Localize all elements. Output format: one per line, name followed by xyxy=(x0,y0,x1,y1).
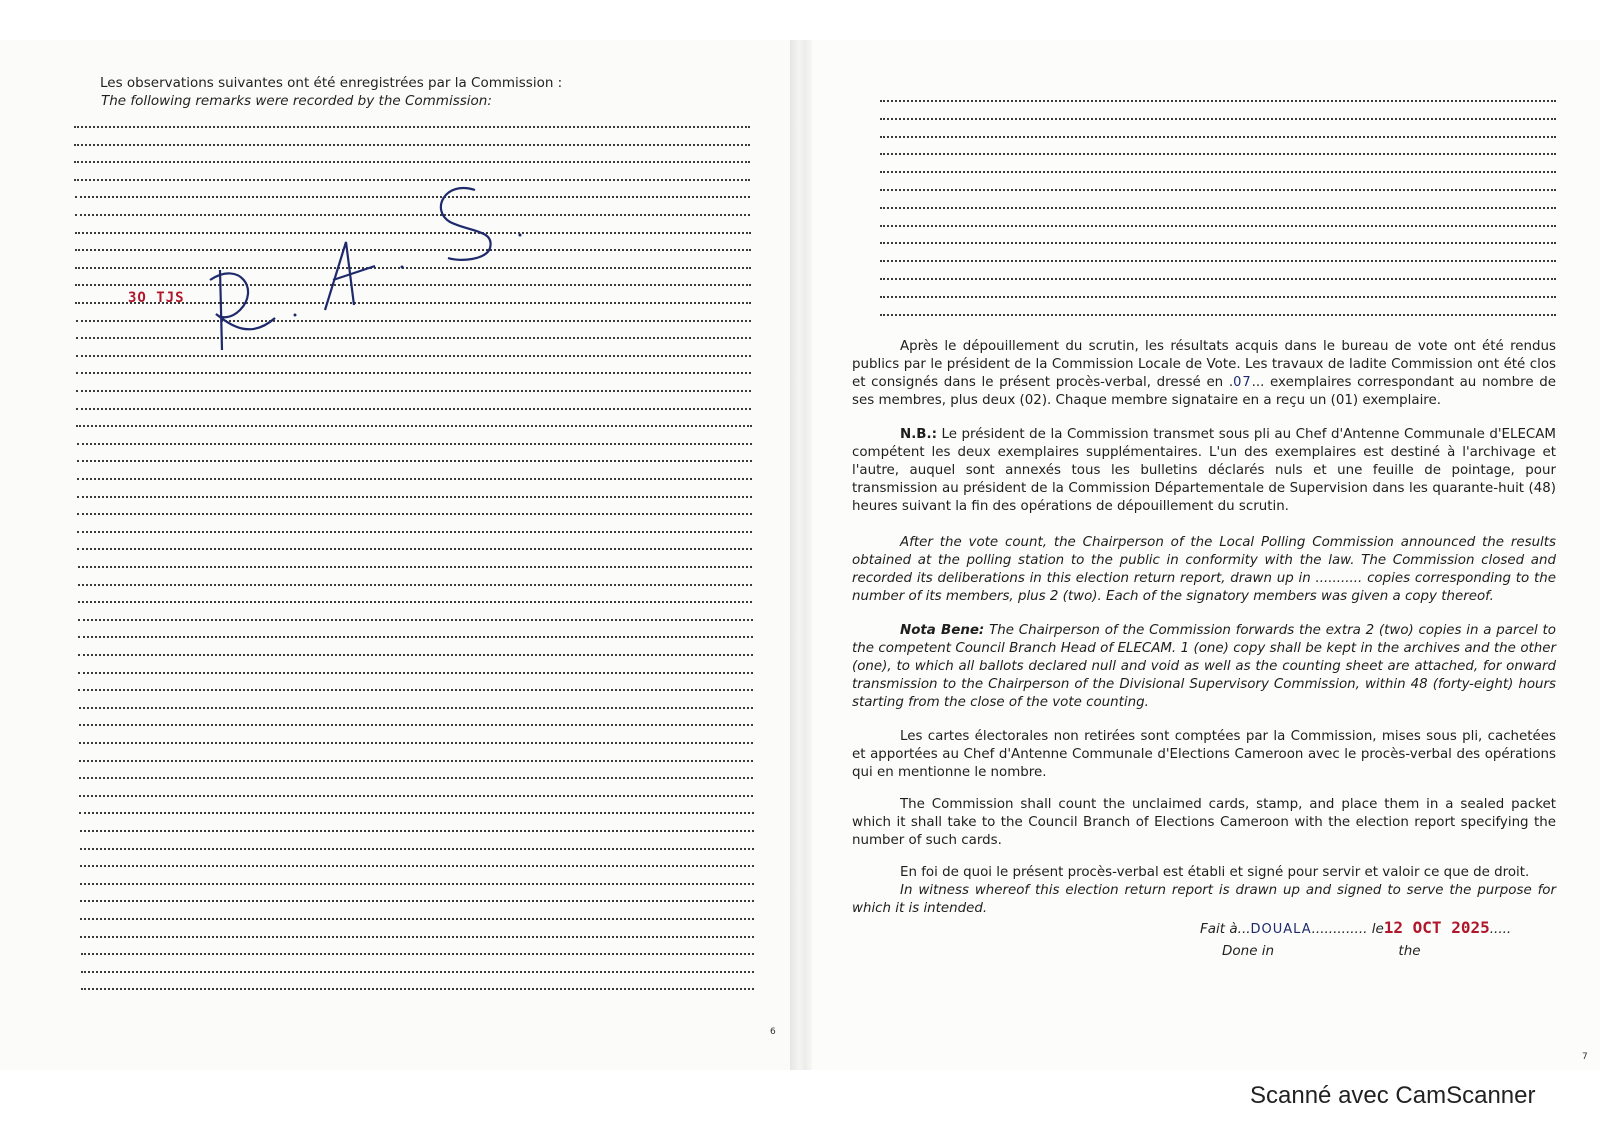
le-label: le xyxy=(1371,921,1384,937)
witness-text-fr: En foi de quoi le présent procès-verbal est établi et signé pour servir et valoir ce que de droit. xyxy=(900,865,1530,880)
dotted-line xyxy=(77,478,752,480)
dotted-line xyxy=(78,601,753,603)
date-stamp: 12 OCT 2025 xyxy=(1383,918,1490,937)
dotted-line xyxy=(880,136,1556,138)
observations-header xyxy=(100,74,562,110)
dotted-line xyxy=(880,296,1556,298)
dotted-line xyxy=(880,171,1556,173)
nb-paragraph-en xyxy=(852,622,1556,712)
dotted-line xyxy=(80,883,754,885)
book-gutter xyxy=(790,40,812,1070)
dotted-line xyxy=(77,531,752,533)
results-paragraph-en xyxy=(852,534,1556,606)
dotted-line xyxy=(880,225,1556,227)
place-date-row: Fait à...DOUALA............. le12 OCT 2025..... Done in the xyxy=(1200,918,1512,959)
fait-a-label: Fait à xyxy=(1200,921,1238,937)
page-number-left: 6 xyxy=(770,1027,776,1037)
dotted-line xyxy=(79,724,753,726)
dotted-line xyxy=(77,496,752,498)
page-number-right: 7 xyxy=(1582,1052,1588,1062)
dotted-line xyxy=(76,372,751,374)
dotted-line xyxy=(78,672,752,674)
dotted-line xyxy=(880,118,1556,120)
place-handwritten: DOUALA xyxy=(1250,922,1312,937)
results-text-before: Après le dépouillement du scrutin, les résultats acquis dans le bureau de vote ont été rendus publics par le président de la Commission Locale de Vote. Les travaux de ladite Commission ont été clos et consignés dans le présent procès-verbal, dressé en . xyxy=(852,339,1556,390)
dotted-line xyxy=(77,548,752,550)
dotted-line xyxy=(81,953,755,955)
dotted-line xyxy=(79,742,753,744)
camscanner-watermark: Scanné avec CamScanner xyxy=(1250,1082,1536,1109)
cards-paragraph-en xyxy=(852,796,1556,850)
dotted-line xyxy=(74,126,750,128)
dotted-line xyxy=(79,777,753,779)
dotted-line xyxy=(880,153,1556,155)
the-label: the xyxy=(1398,943,1421,959)
dotted-line xyxy=(77,513,752,515)
results-paragraph-fr xyxy=(852,338,1556,410)
dotted-line xyxy=(880,242,1556,244)
dotted-line xyxy=(76,390,751,392)
nb-text-fr: Le président de la Commission transmet sous pli au Chef d'Antenne Communale d'ELECAM compétent les deux exemplaires supplémentaires. L'un des exemplaires est destiné à l'archivage et l'autre, auquel sont annexés tous les bulletins déclarés nuls et une feuille de pointage, pour transmission au président de la Commission Départementale de Supervision dans les quarante-huit (48) heures suivant la fin des opérations de dépouillement du scrutin. xyxy=(852,427,1556,514)
dotted-line xyxy=(77,443,752,445)
done-in-label: Done in xyxy=(1222,943,1275,959)
dotted-line xyxy=(78,636,753,638)
red-stamp-fragment: 3O TJS xyxy=(128,290,185,306)
dotted-line xyxy=(74,144,750,146)
dotted-line xyxy=(80,936,754,938)
nb-label-fr: N.B.: xyxy=(900,427,937,442)
dotted-line xyxy=(79,707,753,709)
dotted-line xyxy=(78,566,753,568)
dotted-line xyxy=(880,278,1556,280)
dotted-line xyxy=(80,918,754,920)
dotted-line xyxy=(880,189,1556,191)
dotted-line xyxy=(81,971,755,973)
cards-text-fr: Les cartes électorales non retirées sont comptées par la Commission, mises sous pli, cachetées et apportées au Chef d'Antenne Communale d'Elections Cameroon avec le procès-verbal des opérations qui en mentionne le nombre. xyxy=(852,729,1556,780)
dotted-line xyxy=(74,161,750,163)
dotted-line xyxy=(77,460,752,462)
dotted-line xyxy=(81,988,755,990)
dotted-line xyxy=(880,100,1556,102)
observations-title-en: The following remarks were recorded by the Commission: xyxy=(101,93,492,109)
copies-count-handwritten: 07 xyxy=(1233,375,1252,390)
dotted-line xyxy=(880,207,1556,209)
dotted-line xyxy=(78,584,753,586)
results-text-en: After the vote count, the Chairperson of the Local Polling Commission announced the results obtained at the polling station to the public in conformity with the law. The Commission closed and recorded its deliberations in this election return report, drawn up in ........... copies corresponding to the number of its members, plus 2 (two). Each of the signatory members was given a copy thereof. xyxy=(852,535,1556,604)
handwritten-ras-mark xyxy=(150,180,590,360)
results-text-after: ... exemplaires correspondant au nombre de ses membres, plus deux (02). Chaque membre signataire en a reçu un (01) exemplaire. xyxy=(852,375,1557,408)
dotted-line xyxy=(80,830,754,832)
witness-text-en: In witness whereof this election return report is drawn up and signed to serve the purpose for which it is intended. xyxy=(852,883,1556,916)
nb-paragraph-fr xyxy=(852,426,1556,516)
observations-title-fr: Les observations suivantes ont été enregistrées par la Commission : xyxy=(100,75,563,91)
dotted-line xyxy=(78,619,753,621)
dotted-line xyxy=(76,425,751,427)
dotted-line xyxy=(79,812,753,814)
dotted-line xyxy=(79,795,753,797)
dotted-line xyxy=(880,314,1556,316)
dotted-line xyxy=(80,900,754,902)
dotted-line xyxy=(80,865,754,867)
dotted-line xyxy=(78,654,753,656)
dotted-line xyxy=(79,760,753,762)
cards-text-en: The Commission shall count the unclaimed cards, stamp, and place them in a sealed packet which it shall take to the Council Branch of Elections Cameroon with the election report specifying the number of such cards. xyxy=(852,797,1556,848)
witness-paragraph xyxy=(852,864,1556,918)
nb-text-en: The Chairperson of the Commission forwards the extra 2 (two) copies in a parcel to the competent Council Branch Head of ELECAM. 1 (one) copy shall be kept in the archives and the other (one), to which all ballots declared null and void as well as the counting sheet are attached, for onward transmission to the Chairperson of the Divisional Supervisory Commission, within 48 (forty-eight) hours starting from the close of the vote counting. xyxy=(852,623,1557,710)
dotted-line xyxy=(78,689,752,691)
dotted-line xyxy=(80,848,754,850)
nb-label-en: Nota Bene: xyxy=(900,623,985,638)
cards-paragraph-fr xyxy=(852,728,1556,782)
dotted-line xyxy=(880,260,1556,262)
dotted-line xyxy=(76,408,751,410)
